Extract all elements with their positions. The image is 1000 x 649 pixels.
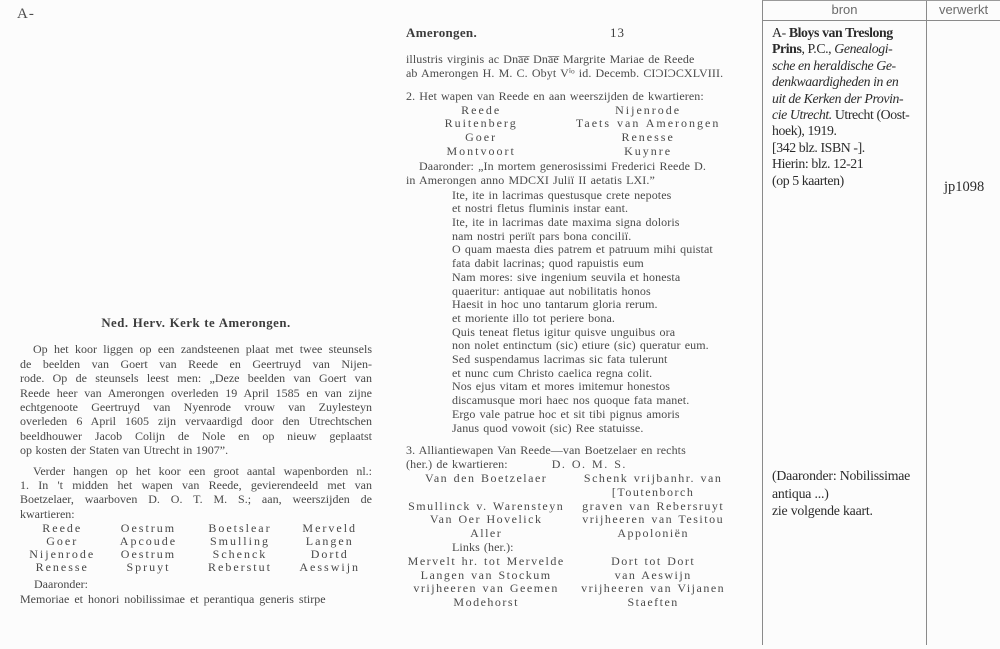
bron-reference: A- Bloys van Treslong Prins, P.C., Genealogi- sche en heraldische Ge- denkwaardigheden in en uit de Kerken der Provin- cie Utrecht. Utrecht (Oost- hoek), 1919. [342 blz. ISBN -]. Hierin: blz. 12-21 (op 5 kaarten) <box>772 25 910 188</box>
item3-links-pairs: Mervelt hr. tot Mervelde Dort tot Dort Langen van Stockum van Aeswijn vrijheeren van Geemen vrijheeren van Vijanen Modehorst Staeften <box>407 553 726 610</box>
doms-inscription: D. O. M. S. <box>551 457 627 472</box>
left-paragraph-2: Verder hangen op het koor een groot aantal wapenborden nl.: 1. In 't midden het wapen van Reede, gevierendeeld met van Boetzelaer, waarboven D. O. T. M. S.; aan, weerszijden de kwartieren: <box>20 463 372 521</box>
links-label: Links (her.): <box>452 540 514 555</box>
item3-heading-left: (her.) de kwartieren: <box>406 457 508 472</box>
verwerkt-value: jp1098 <box>944 179 985 195</box>
bron-note: (Daaronder: Nobilissimae antiqua ...) zie volgende kaart. <box>772 468 911 519</box>
column-divider <box>926 1 927 645</box>
memoriae-line: Memoriae et honori nobilissimae et perantiqua generis stirpe <box>20 591 326 606</box>
scan-middle-page <box>406 26 740 610</box>
left-page-heading: Ned. Herv. Kerk te Amerongen. <box>101 316 291 330</box>
bron-verwerkt-table <box>762 0 1000 645</box>
middle-page-header <box>406 26 740 40</box>
bron-column-header: bron <box>831 2 858 17</box>
kwartieren-table: Reede Oestrum Boetslear Merveld Goer Apcoude Smulling Langen Nijenrode Oestrum Schenck Dortd Renesse Spruyt Reberstut Aesswijn <box>29 521 361 575</box>
page-marker: A- <box>17 6 35 22</box>
item2-heading: 2. Het wapen van Reede en aan weerszijden de kwartieren: <box>406 88 704 103</box>
scan-left-page <box>20 316 372 606</box>
item3-heading-line2 <box>406 458 740 472</box>
daaronder-label: Daaronder: <box>34 577 88 592</box>
latin-verse: Ite, ite in lacrimas questusque crete nepotes et nostri fletus fluminis instar eant. Ite, ite in lacrimas date maxima signa doloris nam nostri periït pars bona conciliï. O quam maesta dies patrem et patruum mihi quistat fata dabit lacrinas; quod rapuistis eum Nam mores: sive ingenium seuvila et honesta quaeritur: antiquae aut nobilitatis honos Haesit in hoc uno tantarum gloria rerum. et moriente illo tot periere bona. Quis teneat fletus igitur quisve unguibus ora non nolet entinctum (sic) etiure (sic) queratur eum. Sed suspendamus lacrimas sic fata tulerunt et nunc cum Christo caelica regna colit. Nos ejus vitam et mores imitemur honestos discamusque mori haec nos quoque fata manet. Ergo vale patrue hoc et sit tibi pignus amoris Janus quod vowoit (sic) Ree statuisse. <box>452 187 713 435</box>
table-header-row <box>763 1 1000 21</box>
item3-heading-line1: 3. Alliantiewapen Van Reede—van Boetzelaer en rechts <box>406 443 686 458</box>
page-header-title: Amerongen. <box>406 25 478 40</box>
left-paragraph-1: Op het koor liggen op een zandsteenen plaat met twee steunsels de beelden van Goert van Reede en Geertruyd van Nijen- rode. Op de steunsels leest men: „Deze beelden van Goert van Reede heer van Amerongen overleden 19 April 1585 en van zijne echtgenoote Geertruyd van Nyenrode vrouw van Zuylesteyn overleden 6 April 1605 zijn vervaardigd door den Utrechtschen beeldhouwer Jacob Colijn de Nole en op nieuw geplaatst op kosten der Staten van Utrecht in 1907”. <box>20 342 372 458</box>
item2-daaronder: Daaronder: „In mortem generosissimi Frederici Reede D. in Amerongen anno MDCXI Juliï II aetatis LXI.” <box>406 158 706 187</box>
page-number: 13 <box>610 25 625 40</box>
verwerkt-column-header: verwerkt <box>938 2 989 17</box>
intro-lines: illustris virginis ac Dna̅e̅ Dna̅e̅ Margrite Mariae de Reede ab Amerongen H. M. C. Obyt Vⁱᵒ id. Decemb. CIƆIƆCXLVIII. <box>406 51 724 80</box>
item3-kwartieren-pairs: Van den Boetzelaer Schenk vrijbanhr. van [Toutenborch Smullinck v. Warensteyn graven van Rebersruyt Van Oer Hovelick vrijheeren van Tesitou Aller Appoloniën <box>408 471 725 541</box>
item2-kwartieren-pairs: Reede Nijenrode Ruitenberg Taets van Amerongen Goer Renesse Montvoort Kuynre <box>444 102 721 159</box>
